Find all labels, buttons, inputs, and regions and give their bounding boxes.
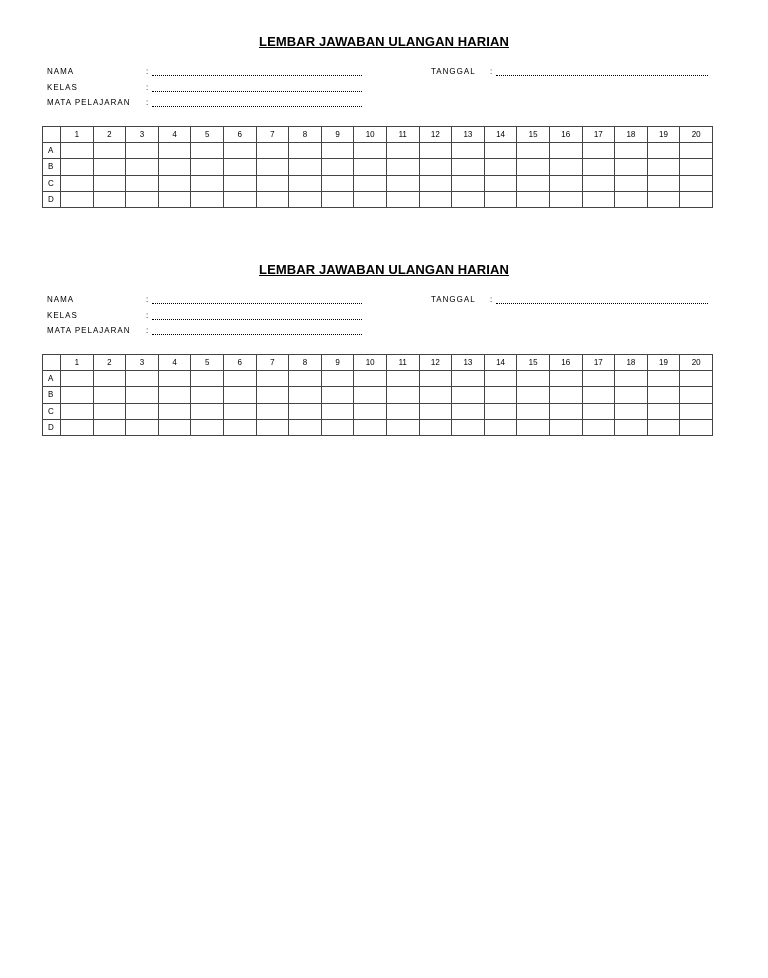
nama-label: NAMA	[47, 295, 75, 304]
answer-cell[interactable]	[289, 371, 322, 387]
column-header: 5	[191, 127, 224, 143]
answer-cell[interactable]	[615, 191, 648, 207]
answer-cell[interactable]	[321, 419, 354, 435]
answer-cell[interactable]	[582, 387, 615, 403]
column-header: 13	[452, 355, 485, 371]
column-header: 11	[386, 355, 419, 371]
mata-pelajaran-label: MATA PELAJARAN	[47, 326, 131, 335]
answer-cell[interactable]	[158, 175, 191, 191]
answer-cell[interactable]	[126, 419, 159, 435]
answer-row	[43, 143, 713, 159]
column-header: 19	[647, 127, 680, 143]
column-header: 17	[582, 355, 615, 371]
row-label: D	[43, 419, 61, 435]
answer-cell[interactable]	[126, 403, 159, 419]
column-header: 19	[647, 355, 680, 371]
answer-cell[interactable]	[93, 371, 126, 387]
answer-cell[interactable]	[386, 419, 419, 435]
answer-cell[interactable]	[517, 191, 550, 207]
answer-cell[interactable]	[61, 191, 94, 207]
answer-cell[interactable]	[484, 143, 517, 159]
answer-cell[interactable]	[517, 387, 550, 403]
column-header: 6	[223, 127, 256, 143]
answer-cell[interactable]	[354, 143, 387, 159]
column-header: 9	[321, 127, 354, 143]
answer-cell[interactable]	[517, 175, 550, 191]
column-header: 14	[484, 355, 517, 371]
answer-cell[interactable]	[680, 403, 713, 419]
tanggal-field[interactable]: :	[490, 67, 494, 76]
answer-cell[interactable]	[647, 403, 680, 419]
column-header: 20	[680, 355, 713, 371]
sheet-title: LEMBAR JAWABAN ULANGAN HARIAN	[259, 262, 509, 277]
answer-row	[43, 419, 713, 435]
answer-cell[interactable]	[615, 371, 648, 387]
answer-cell[interactable]	[354, 175, 387, 191]
answer-cell[interactable]	[126, 143, 159, 159]
answer-cell[interactable]	[419, 419, 452, 435]
answer-cell[interactable]	[484, 403, 517, 419]
answer-cell[interactable]	[386, 191, 419, 207]
answer-cell[interactable]	[126, 191, 159, 207]
answer-cell[interactable]	[386, 175, 419, 191]
column-header: 18	[615, 355, 648, 371]
answer-cell[interactable]	[452, 371, 485, 387]
answer-cell[interactable]	[419, 371, 452, 387]
mata-pelajaran-label: MATA PELAJARAN	[47, 98, 131, 107]
answer-cell[interactable]	[452, 419, 485, 435]
answer-cell[interactable]	[484, 191, 517, 207]
column-header: 16	[549, 127, 582, 143]
answer-row	[43, 387, 713, 403]
answer-cell[interactable]	[256, 191, 289, 207]
answer-cell[interactable]	[582, 175, 615, 191]
column-header: 2	[93, 355, 126, 371]
column-header: 9	[321, 355, 354, 371]
answer-cell[interactable]	[191, 419, 224, 435]
answer-cell[interactable]	[191, 175, 224, 191]
answer-cell[interactable]	[354, 371, 387, 387]
column-header: 10	[354, 127, 387, 143]
answer-cell[interactable]	[484, 387, 517, 403]
answer-cell[interactable]	[582, 191, 615, 207]
answer-cell[interactable]	[549, 419, 582, 435]
answer-cell[interactable]	[289, 387, 322, 403]
answer-cell[interactable]	[289, 191, 322, 207]
answer-cell[interactable]	[582, 159, 615, 175]
answer-cell[interactable]	[615, 419, 648, 435]
answer-cell[interactable]	[452, 191, 485, 207]
answer-row	[43, 159, 713, 175]
answer-cell[interactable]	[354, 191, 387, 207]
answer-cell[interactable]	[321, 143, 354, 159]
column-header: 1	[61, 355, 94, 371]
answer-cell[interactable]	[517, 371, 550, 387]
answer-cell[interactable]	[484, 159, 517, 175]
answer-cell[interactable]	[191, 371, 224, 387]
answer-cell[interactable]	[549, 371, 582, 387]
answer-cell[interactable]	[223, 371, 256, 387]
answer-grid	[42, 126, 713, 208]
tanggal-field[interactable]: :	[490, 295, 494, 304]
answer-cell[interactable]	[386, 159, 419, 175]
answer-cell[interactable]	[647, 143, 680, 159]
answer-cell[interactable]	[582, 403, 615, 419]
column-header: 17	[582, 127, 615, 143]
row-label: B	[43, 387, 61, 403]
answer-cell[interactable]	[647, 419, 680, 435]
answer-cell[interactable]	[223, 143, 256, 159]
answer-cell[interactable]	[386, 387, 419, 403]
answer-cell[interactable]	[419, 159, 452, 175]
answer-cell[interactable]	[256, 159, 289, 175]
nama-label: NAMA	[47, 67, 75, 76]
answer-cell[interactable]	[61, 387, 94, 403]
answer-cell[interactable]	[289, 403, 322, 419]
answer-cell[interactable]	[61, 419, 94, 435]
answer-cell[interactable]	[680, 371, 713, 387]
answer-cell[interactable]	[615, 387, 648, 403]
answer-cell[interactable]	[256, 419, 289, 435]
answer-cell[interactable]	[158, 159, 191, 175]
answer-cell[interactable]	[191, 387, 224, 403]
answer-cell[interactable]	[680, 143, 713, 159]
answer-cell[interactable]	[93, 191, 126, 207]
kelas-field[interactable]: :	[146, 83, 150, 92]
answer-cell[interactable]	[647, 371, 680, 387]
answer-cell[interactable]	[289, 143, 322, 159]
answer-cell[interactable]	[126, 159, 159, 175]
kelas-label: KELAS	[47, 311, 78, 320]
answer-cell[interactable]	[256, 387, 289, 403]
answer-cell[interactable]	[419, 387, 452, 403]
answer-grid	[42, 354, 713, 436]
column-header: 6	[223, 355, 256, 371]
answer-cell[interactable]	[386, 403, 419, 419]
answer-cell[interactable]	[517, 143, 550, 159]
answer-cell[interactable]	[419, 403, 452, 419]
column-header: 20	[680, 127, 713, 143]
row-label: B	[43, 159, 61, 175]
row-label: C	[43, 403, 61, 419]
column-header: 13	[452, 127, 485, 143]
mata-pelajaran-field[interactable]: :	[146, 98, 150, 107]
row-label: A	[43, 143, 61, 159]
answer-row	[43, 371, 713, 387]
answer-cell[interactable]	[126, 387, 159, 403]
answer-cell[interactable]	[321, 159, 354, 175]
row-label: C	[43, 175, 61, 191]
answer-row	[43, 403, 713, 419]
answer-cell[interactable]	[419, 143, 452, 159]
column-header: 12	[419, 355, 452, 371]
answer-cell[interactable]	[680, 175, 713, 191]
answer-cell[interactable]	[680, 191, 713, 207]
header-row	[43, 127, 713, 143]
column-header: 1	[61, 127, 94, 143]
answer-cell[interactable]	[680, 387, 713, 403]
answer-cell[interactable]	[158, 387, 191, 403]
answer-cell[interactable]	[158, 419, 191, 435]
kelas-label: KELAS	[47, 83, 78, 92]
answer-cell[interactable]	[386, 143, 419, 159]
sheet-title: LEMBAR JAWABAN ULANGAN HARIAN	[259, 34, 509, 49]
answer-cell[interactable]	[549, 191, 582, 207]
answer-row	[43, 191, 713, 207]
column-header: 7	[256, 127, 289, 143]
column-header: 8	[289, 355, 322, 371]
answer-cell[interactable]	[223, 419, 256, 435]
answer-cell[interactable]	[549, 403, 582, 419]
answer-cell[interactable]	[452, 403, 485, 419]
column-header: 15	[517, 127, 550, 143]
column-header: 10	[354, 355, 387, 371]
column-header: 3	[126, 127, 159, 143]
answer-cell[interactable]	[517, 419, 550, 435]
answer-cell[interactable]	[93, 403, 126, 419]
answer-cell[interactable]	[223, 403, 256, 419]
answer-cell[interactable]	[93, 143, 126, 159]
answer-cell[interactable]	[223, 175, 256, 191]
answer-cell[interactable]	[582, 419, 615, 435]
answer-cell[interactable]	[289, 419, 322, 435]
column-header: 11	[386, 127, 419, 143]
answer-cell[interactable]	[191, 143, 224, 159]
answer-cell[interactable]	[680, 419, 713, 435]
answer-cell[interactable]	[615, 159, 648, 175]
answer-cell[interactable]	[321, 371, 354, 387]
answer-cell[interactable]	[647, 191, 680, 207]
answer-cell[interactable]	[354, 419, 387, 435]
answer-cell[interactable]	[354, 387, 387, 403]
answer-cell[interactable]	[223, 191, 256, 207]
answer-cell[interactable]	[549, 159, 582, 175]
answer-cell[interactable]	[289, 159, 322, 175]
row-label: A	[43, 371, 61, 387]
answer-cell[interactable]	[158, 191, 191, 207]
tanggal-label: TANGGAL	[431, 295, 476, 304]
answer-cell[interactable]	[452, 159, 485, 175]
answer-cell[interactable]	[256, 403, 289, 419]
answer-cell[interactable]	[517, 159, 550, 175]
answer-cell[interactable]	[223, 159, 256, 175]
row-label: D	[43, 191, 61, 207]
answer-cell[interactable]	[647, 387, 680, 403]
kelas-field[interactable]: :	[146, 311, 150, 320]
column-header: 8	[289, 127, 322, 143]
answer-cell[interactable]	[93, 159, 126, 175]
answer-cell[interactable]	[93, 175, 126, 191]
answer-cell[interactable]	[93, 419, 126, 435]
column-header: 16	[549, 355, 582, 371]
column-header: 7	[256, 355, 289, 371]
answer-cell[interactable]	[484, 371, 517, 387]
answer-cell[interactable]	[61, 175, 94, 191]
column-header: 4	[158, 127, 191, 143]
column-header: 18	[615, 127, 648, 143]
answer-cell[interactable]	[419, 175, 452, 191]
answer-cell[interactable]	[191, 159, 224, 175]
corner-cell	[43, 355, 61, 371]
answer-cell[interactable]	[61, 403, 94, 419]
answer-cell[interactable]	[647, 175, 680, 191]
answer-cell[interactable]	[93, 387, 126, 403]
answer-cell[interactable]	[191, 191, 224, 207]
answer-cell[interactable]	[452, 387, 485, 403]
column-header: 12	[419, 127, 452, 143]
nama-field[interactable]: :	[146, 67, 150, 76]
answer-cell[interactable]	[354, 403, 387, 419]
answer-cell[interactable]	[517, 403, 550, 419]
answer-cell[interactable]	[321, 403, 354, 419]
answer-cell[interactable]	[321, 191, 354, 207]
answer-cell[interactable]	[549, 175, 582, 191]
column-header: 4	[158, 355, 191, 371]
answer-cell[interactable]	[680, 159, 713, 175]
answer-cell[interactable]	[354, 159, 387, 175]
answer-cell[interactable]	[452, 143, 485, 159]
answer-cell[interactable]	[256, 371, 289, 387]
answer-row	[43, 175, 713, 191]
answer-cell[interactable]	[615, 403, 648, 419]
column-header: 3	[126, 355, 159, 371]
answer-cell[interactable]	[452, 175, 485, 191]
answer-cell[interactable]	[256, 143, 289, 159]
answer-cell[interactable]	[158, 371, 191, 387]
column-header: 5	[191, 355, 224, 371]
nama-field[interactable]: :	[146, 295, 150, 304]
answer-cell[interactable]	[158, 403, 191, 419]
column-header: 2	[93, 127, 126, 143]
answer-cell[interactable]	[61, 143, 94, 159]
answer-cell[interactable]	[61, 159, 94, 175]
corner-cell	[43, 127, 61, 143]
answer-cell[interactable]	[321, 175, 354, 191]
answer-cell[interactable]	[61, 371, 94, 387]
answer-cell[interactable]	[158, 143, 191, 159]
answer-cell[interactable]	[419, 191, 452, 207]
header-row	[43, 355, 713, 371]
answer-cell[interactable]	[256, 175, 289, 191]
answer-cell[interactable]	[549, 143, 582, 159]
answer-cell[interactable]	[126, 371, 159, 387]
answer-cell[interactable]	[615, 175, 648, 191]
answer-cell[interactable]	[386, 371, 419, 387]
answer-cell[interactable]	[223, 387, 256, 403]
mata-pelajaran-field[interactable]: :	[146, 326, 150, 335]
answer-cell[interactable]	[289, 175, 322, 191]
answer-cell[interactable]	[484, 175, 517, 191]
column-header: 15	[517, 355, 550, 371]
answer-cell[interactable]	[582, 371, 615, 387]
answer-cell[interactable]	[582, 143, 615, 159]
answer-cell[interactable]	[484, 419, 517, 435]
answer-cell[interactable]	[615, 143, 648, 159]
column-header: 14	[484, 127, 517, 143]
answer-cell[interactable]	[191, 403, 224, 419]
answer-cell[interactable]	[126, 175, 159, 191]
answer-cell[interactable]	[321, 387, 354, 403]
answer-cell[interactable]	[549, 387, 582, 403]
tanggal-label: TANGGAL	[431, 67, 476, 76]
answer-cell[interactable]	[647, 159, 680, 175]
